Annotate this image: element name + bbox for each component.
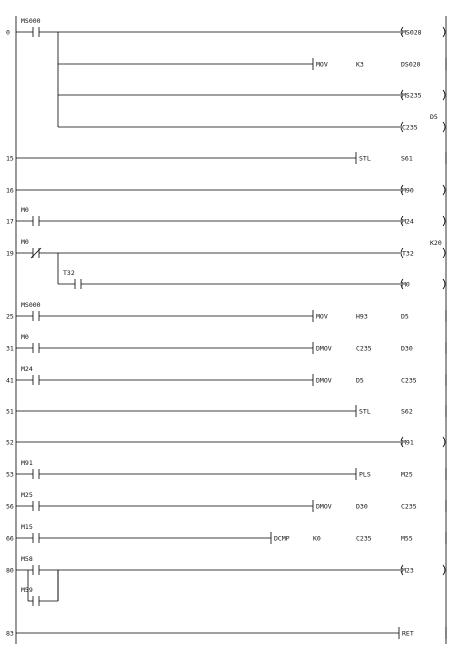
rung-66 — [6, 523, 446, 544]
output-coil — [401, 239, 445, 258]
instruction-arg: D30 — [356, 502, 368, 511]
coil-name: M0 — [402, 280, 410, 289]
coil-name: MS235 — [402, 91, 422, 100]
step-number: 83 — [6, 629, 14, 638]
no-contact — [33, 469, 39, 479]
step-number: 41 — [6, 376, 14, 385]
contact-label: MS000 — [21, 17, 41, 25]
rung-52 — [6, 437, 445, 447]
coil-name: M23 — [402, 566, 414, 575]
coil-name: MS028 — [402, 28, 422, 37]
instruction-op: PLS — [359, 470, 371, 479]
instruction-box — [313, 58, 446, 70]
coil-preset: K20 — [430, 239, 442, 247]
rung-31 — [6, 333, 446, 354]
no-contact — [33, 596, 39, 606]
step-number: 51 — [6, 407, 14, 416]
instruction-op: DMOV — [316, 344, 332, 353]
instruction-arg: C235 — [356, 344, 372, 353]
no-contact — [75, 279, 81, 289]
branch — [58, 58, 446, 70]
step-number: 17 — [6, 217, 14, 226]
rung-83 — [6, 627, 446, 639]
branch — [21, 586, 58, 606]
step-number: 0 — [6, 28, 10, 37]
contact-label: T32 — [63, 269, 75, 277]
instruction-op: DMOV — [316, 502, 332, 511]
branch — [16, 459, 446, 480]
output-coil — [401, 185, 445, 195]
instruction-arg: C235 — [401, 502, 417, 511]
contact-label: M58 — [21, 555, 33, 563]
step-number: 31 — [6, 344, 14, 353]
instruction-arg: K3 — [356, 60, 364, 69]
instruction-op: STL — [359, 154, 371, 163]
rung-17 — [6, 206, 445, 226]
branch — [16, 333, 446, 354]
instruction-arg: K0 — [313, 534, 321, 543]
no-contact — [33, 533, 39, 543]
branch — [58, 90, 445, 100]
instruction-arg: D5 — [356, 376, 364, 385]
coil-name: M24 — [402, 217, 414, 226]
output-coil — [401, 216, 445, 226]
instruction-arg: H93 — [356, 312, 368, 321]
instruction-box — [356, 152, 446, 164]
branch — [58, 269, 445, 289]
branch — [16, 301, 446, 322]
branch — [16, 238, 445, 258]
output-coil — [401, 565, 445, 575]
step-number: 56 — [6, 502, 14, 511]
branch — [16, 523, 446, 544]
branch — [16, 491, 446, 512]
branch — [16, 405, 446, 417]
no-contact — [33, 343, 39, 353]
branch — [16, 17, 445, 37]
output-coil — [401, 27, 445, 37]
step-number: 66 — [6, 534, 14, 543]
rung-56 — [6, 491, 446, 512]
contact-label: MS000 — [21, 301, 41, 309]
instruction-op: MOV — [316, 312, 328, 321]
branch — [16, 365, 446, 386]
step-number: 19 — [6, 249, 14, 258]
branch — [16, 555, 445, 575]
instruction-op: RET — [402, 629, 414, 638]
instruction-arg: DS020 — [401, 60, 421, 69]
instruction-op: DMOV — [316, 376, 332, 385]
branch — [16, 627, 446, 639]
instruction-arg: S61 — [401, 154, 413, 163]
contact-label: M25 — [21, 491, 33, 499]
contact-label: M0 — [21, 238, 29, 246]
instruction-arg: S62 — [401, 407, 413, 416]
no-contact — [33, 27, 39, 37]
instruction-arg: M55 — [401, 534, 413, 543]
instruction-box — [399, 627, 446, 639]
rung-41 — [6, 365, 446, 386]
output-coil — [401, 113, 445, 132]
contact-label: M24 — [21, 365, 33, 373]
output-coil — [401, 279, 445, 289]
step-number: 80 — [6, 566, 14, 575]
contact-label: M15 — [21, 523, 33, 531]
branch — [16, 206, 445, 226]
instruction-op: DCMP — [274, 534, 290, 543]
no-contact — [33, 311, 39, 321]
instruction-op: STL — [359, 407, 371, 416]
branch — [16, 437, 445, 447]
contact-label: M59 — [21, 586, 33, 594]
branch — [16, 152, 446, 164]
rung-19 — [6, 238, 445, 289]
coil-preset: D5 — [430, 113, 438, 121]
instruction-box — [313, 310, 446, 322]
output-coil — [401, 437, 445, 447]
no-contact — [33, 375, 39, 385]
coil-name: T32 — [402, 249, 414, 258]
step-number: 53 — [6, 470, 14, 479]
instruction-box — [313, 342, 446, 354]
coil-name: M91 — [402, 438, 414, 447]
instruction-box — [271, 532, 446, 544]
contact-label: M0 — [21, 206, 29, 214]
branch — [16, 185, 445, 195]
rung-25 — [6, 301, 446, 322]
coil-name: M90 — [402, 186, 414, 195]
no-contact — [33, 216, 39, 226]
step-number: 52 — [6, 438, 14, 447]
instruction-arg: D5 — [401, 312, 409, 321]
instruction-arg: D30 — [401, 344, 413, 353]
contact-label: M0 — [21, 333, 29, 341]
rung-51 — [6, 405, 446, 417]
rung-15 — [6, 152, 446, 164]
step-number: 15 — [6, 154, 14, 163]
step-number: 25 — [6, 312, 14, 321]
instruction-op: MOV — [316, 60, 328, 69]
instruction-arg: C235 — [401, 376, 417, 385]
branch — [58, 113, 445, 132]
rung-53 — [6, 459, 446, 480]
instruction-box — [356, 468, 446, 480]
instruction-box — [313, 374, 446, 386]
instruction-arg: C235 — [356, 534, 372, 543]
output-coil — [401, 90, 445, 100]
coil-name: C235 — [402, 123, 418, 132]
instruction-box — [356, 405, 446, 417]
contact-label: M91 — [21, 459, 33, 467]
no-contact — [33, 501, 39, 511]
rung-80 — [6, 555, 445, 606]
step-number: 16 — [6, 186, 14, 195]
rung-0 — [6, 17, 446, 132]
no-contact — [33, 565, 39, 575]
rung-16 — [6, 185, 445, 195]
instruction-arg: M25 — [401, 470, 413, 479]
instruction-box — [313, 500, 446, 512]
